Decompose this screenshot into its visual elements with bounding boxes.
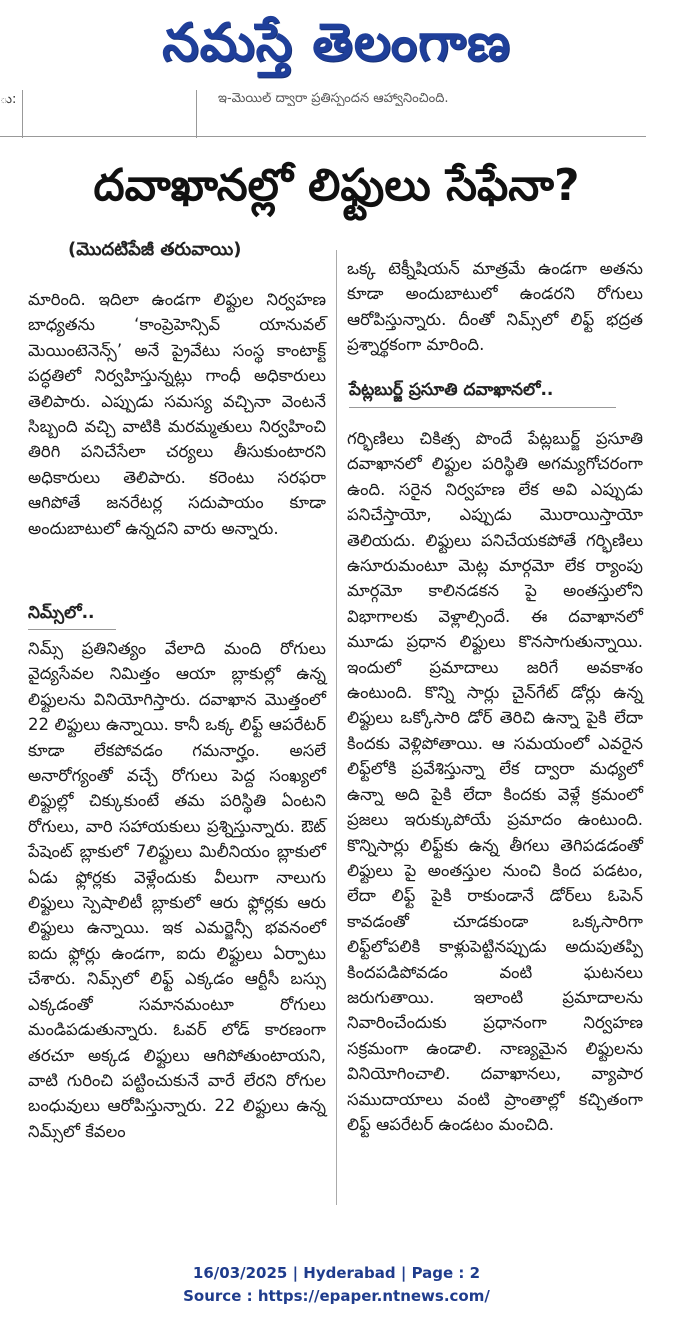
page-footer [0, 1262, 673, 1308]
cutoff-right-text: ఇ-మెయిల్ ద్వారా ప్రతిస్పందన ఆహ్వానించింది. [218, 92, 449, 106]
cutoff-left-text: ు: [0, 92, 17, 107]
section-underline [28, 629, 116, 630]
footer-source-link[interactable]: Source : https://epaper.ntnews.com/ [183, 1287, 490, 1305]
article-paragraph: మారింది. ఇదిలా ఉండగా లిఫ్టుల నిర్వహణ బాధ్యతను ‘కాంప్రెహెన్సివ్ యానువల్ మెయింటెనెన్స్’ అనే ప్రైవేటు సంస్థ కాంటాక్ట్ పద్ధతిలో నిర్వహిస్తున్నట్లు గాంధీ అధికారులు తెలిపారు. ఎప్పుడు సమస్య వచ్చినా వెంటనే సిబ్బంది వచ్చి వాటికి మరమ్మతులు నిర్వహించి తిరిగి పనిచేసేలా చర్యలు తీసుకుంటారని అధికారులు తెలిపారు. కరెంటు సరఫరా ఆగిపోతే జనరేటర్ల సదుపాయం కూడా అందుబాటులో ఉన్నదని వారు అన్నారు. [28, 290, 326, 538]
article-paragraph: గర్భిణిలు చికిత్స పొందే పేట్లబుర్జ్ ప్రసూతి దవాఖానలో లిఫ్టుల పరిస్థితి అగమ్యగోచరంగా ఉంది. సరైన నిర్వహణ లేక అవి ఎప్పుడు పనిచేస్తాయో, ఎప్పుడు మొరాయిస్తాయో తెలియదు. లిఫ్టులు పనిచేయకపోతే గర్భిణిలు ఉసూరుమంటూ మెట్ల మార్గమో లేక ర్యాంపు మార్గమో కాలినడకన పై అంతస్తులోని విభాగాలకు వెళ్లాల్సిందే. ఈ దవాఖానలో మూడు ప్రధాన లిఫ్టులు కొనసాగుతున్నాయి. ఇందులో ప్రమాదాలు జరిగే అవకాశం ఉంటుంది. కొన్ని సార్లు చైన్‌గేట్ డోర్లు ఉన్న లిఫ్టులు ఒక్కోసారి డోర్ తెరిచి ఉన్నా పైకి లేదా కిందకు వెళ్లిపోతాయి. ఆ సమయంలో ఎవరైన లిఫ్ట్‌లోకి ప్రవేశిస్తున్నా లేక ద్వారా మధ్యలో ఉన్నా అది పైకి లేదా కిందకు వెళ్లే క్రమంలో ప్రజలు ఇరుక్కుపోయే ప్రమాదం ఉంటుంది. కొన్నిసార్లు లిఫ్ట్‌కు ఉన్న తీగలు తెగిపడడంతో లిఫ్టులు పై అంతస్తుల నుంచి కింద పడటం, లేదా లిఫ్ట్ పైకి రాకుండానే డోర్‌లు ఓపెన్ కావడంతో చూడకుండా ఒక్కసారిగా లిఫ్ట్‌లోపలికి కాళ్లుపెట్టినప్పుడు అదుపుతప్పి కిందపడిపోవడం వంటి ఘటనలు జరుగుతాయి. ఇలాంటి ప్రమాదాలను నివారించేందుకు ప్రధానంగా నిర్వహణ సక్రమంగా ఉండాలి. నాణ్యమైన లిఫ్టులను వినియోగించాలి. దవాఖానలు, వ్యాపార సముదాయాలు వంటి ప్రాంతాల్లో కచ్చితంగా లిఫ్ట్ ఆపరేటర్ ఉండటం మంచిది. [347, 429, 643, 1134]
section-underline [349, 407, 616, 408]
continued-tag: (మొదటిపేజీ తరువాయి) [68, 239, 242, 260]
article-paragraph: నిమ్స్ ప్రతినిత్యం వేలాది మంది రోగులు వైద్యసేవల నిమిత్తం ఆయా బ్లాకుల్లో ఉన్న లిఫ్టులను వినియోగిస్తారు. దవాఖాన మొత్తంలో 22 లిఫ్టులు ఉన్నాయి. కానీ ఒక్క లిఫ్ట్ ఆపరేటర్ కూడా లేకపోవడం గమనార్హం. అసలే అనారోగ్యంతో వచ్చే రోగులు పెద్ద సంఖ్యలో లిఫ్టుల్లో చిక్కుకుంటే తమ పరిస్థితి ఏంటని రోగులు, వారి సహాయకులు ప్రశ్నిస్తున్నారు. ఔట్ పేషెంట్ బ్లాకులో 7లిఫ్టులు మిలీనియం బ్లాకులో ఏడు ఫ్లోర్లకు వెళ్లేందుకు వీలుగా నాలుగు లిఫ్టులు స్పెషాలిటీ బ్లాకులో ఆరు ఫ్లోర్లకు ఆరు లిఫ్టులు ఉన్నాయి. ఇక ఎమర్జెన్సీ భవనంలో ఐదు ఫ్లోర్లు ఉండగా, ఐదు లిఫ్టులు ఏర్పాటు చేశారు. నిమ్స్‌లో లిఫ్ట్ ఎక్కడం ఆర్టీసీ బస్సు ఎక్కడంతో సమానమంటూ రోగులు మండిపడుతున్నారు. ఓవర్ లోడ్ కారణంగా తరచూ అక్కడ లిఫ్టులు ఆగిపోతుంటాయని, వాటి గురించి పట్టించుకునే వారే లేరని రోగుల బంధువులు ఆరోపిస్తున్నారు. 22 లిఫ్టులు ఉన్న నిమ్స్‌లో కేవలం [28, 639, 326, 1141]
article-paragraph: ఒక్క టెక్నీషియన్ మాత్రమే ఉండగా అతను కూడా అందుబాటులో ఉండరని రోగులు ఆరోపిస్తున్నారు. దీంతో నిమ్స్‌లో లిఫ్ట్ భద్రత ప్రశ్నార్థకంగా మారింది. [347, 259, 643, 355]
masthead [0, 0, 673, 100]
section-heading-text: నిమ్స్‌లో.. [28, 603, 95, 623]
article-headline: దవాఖానల్లో లిఫ్టులు సేఫేనా? [93, 160, 580, 211]
footer-dateline: 16/03/2025 | Hyderabad | Page : 2 [192, 1264, 481, 1282]
column-divider [336, 250, 337, 1205]
horizontal-rule [0, 136, 646, 137]
section-heading-text: పేట్లబుర్జ్ ప్రసూతి దవాఖానలో.. [349, 380, 554, 400]
section-heading-petlaburj [349, 376, 553, 404]
column-divider-top-right [196, 90, 197, 138]
column-divider-top-left [22, 90, 23, 138]
newspaper-logo: నమస్తే తెలంగాణ [162, 12, 511, 73]
section-heading-nims [28, 599, 116, 627]
